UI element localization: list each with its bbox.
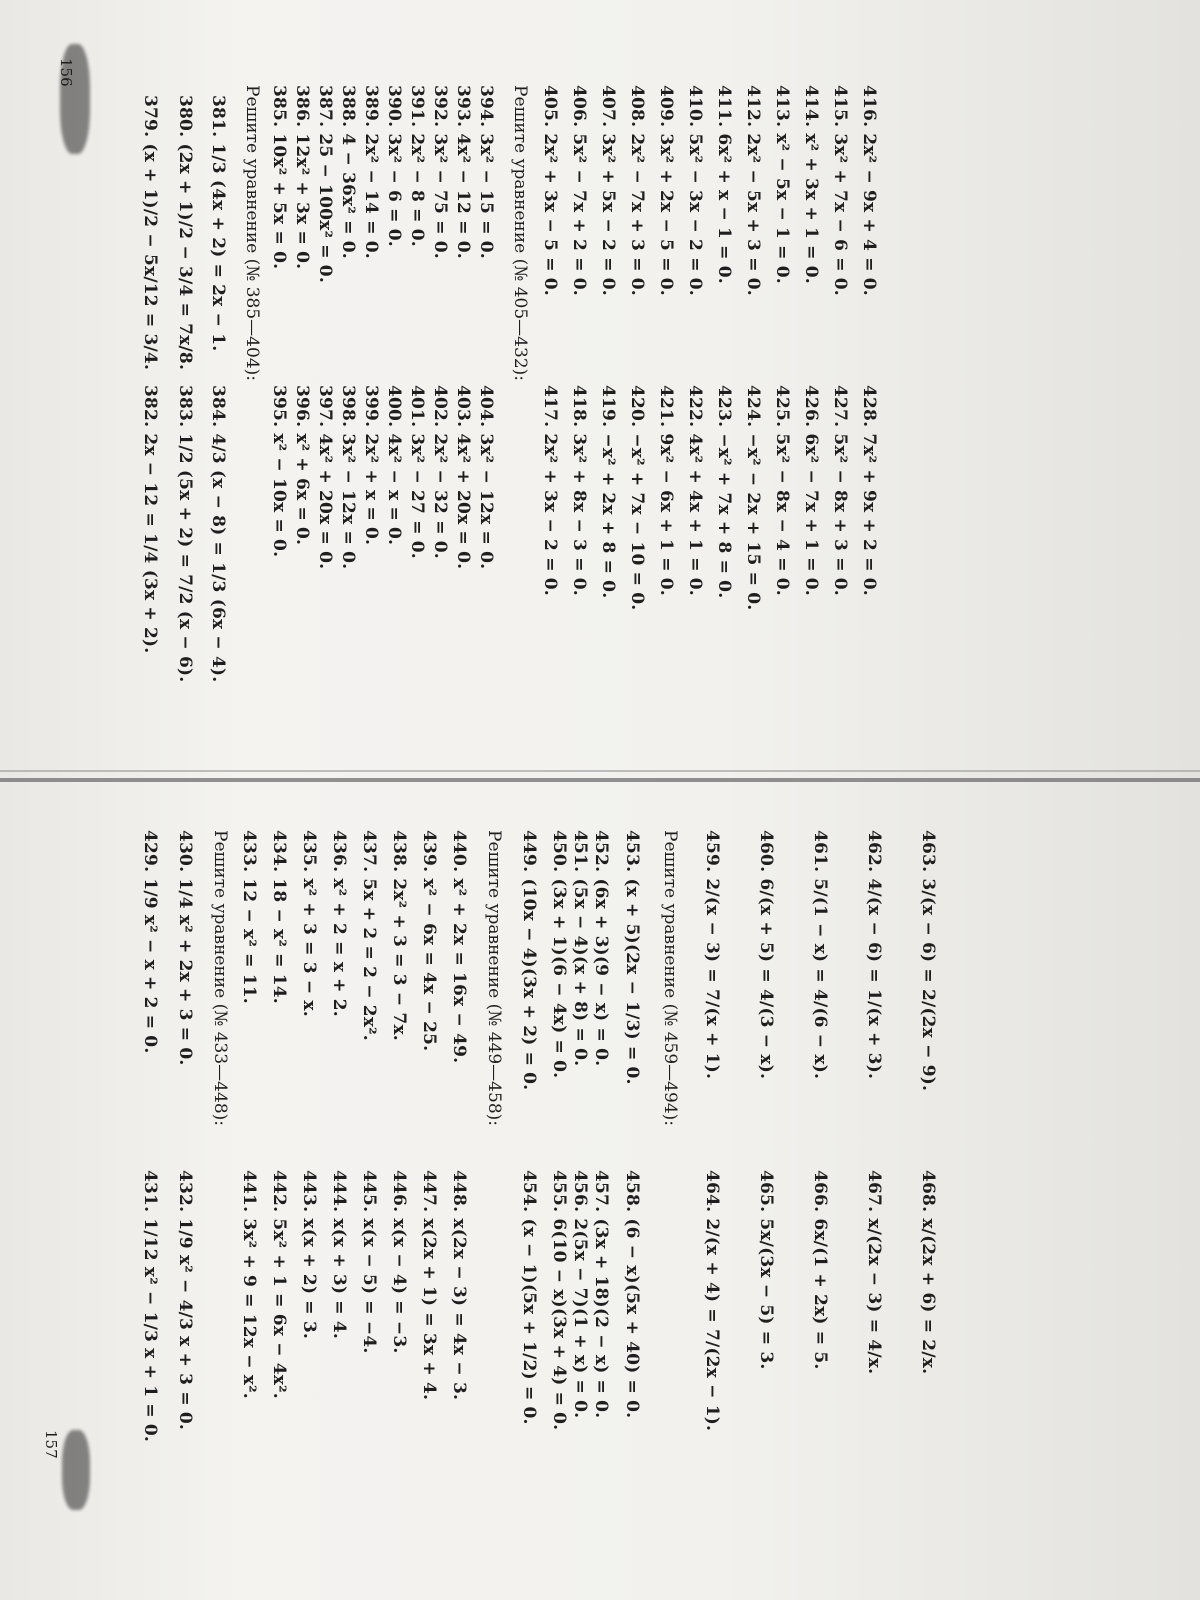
exercise-452: 452. (6x + 3)(9 − x) = 0. bbox=[591, 830, 611, 1067]
exercise-421: 421. 9x² − 6x + 1 = 0. bbox=[656, 385, 676, 596]
exercise-444: 444. x(x + 3) = 4. bbox=[329, 1170, 349, 1340]
exercise-387: 387. 25 − 100x² = 0. bbox=[315, 85, 335, 283]
exercise-395: 395. x² − 10x = 0. bbox=[269, 385, 289, 558]
exercise-383: 383. 1/2 (5x + 2) = 7/2 (x − 6). bbox=[175, 385, 195, 683]
exercise-422: 422. 4x² + 4x + 1 = 0. bbox=[685, 385, 705, 596]
section-heading-433-448: Решите уравнение (№ 433—448): bbox=[210, 830, 230, 1126]
exercise-463: 463. 3/(x − 6) = 2/(2x − 9). bbox=[918, 830, 938, 1092]
left-page bbox=[0, 0, 1200, 780]
exercise-460: 460. 6/(x + 5) = 4/(3 − x). bbox=[756, 830, 776, 1080]
exercise-399: 399. 2x² + x = 0. bbox=[361, 385, 381, 546]
exercise-450: 450. (3x + 1)(6 − 4x) = 0. bbox=[549, 830, 569, 1079]
exercise-436: 436. x² + 2 = x + 2. bbox=[329, 830, 349, 1017]
exercise-443: 443. x(x + 2) = 3. bbox=[299, 1170, 319, 1340]
exercise-448: 448. x(2x − 3) = 4x − 3. bbox=[449, 1170, 469, 1401]
exercise-401: 401. 3x² − 27 = 0. bbox=[407, 385, 427, 559]
exercise-400: 400. 4x² − x = 0. bbox=[384, 385, 404, 546]
exercise-424: 424. −x² − 2x + 15 = 0. bbox=[743, 385, 763, 611]
exercise-431: 431. 1/12 x² − 1/3 x + 1 = 0. bbox=[140, 1170, 160, 1443]
exercise-440: 440. x² + 2x = 16x − 49. bbox=[449, 830, 469, 1064]
exercise-389: 389. 2x² − 14 = 0. bbox=[361, 85, 381, 259]
exercise-420: 420. −x² + 7x − 10 = 0. bbox=[627, 385, 647, 611]
exercise-405: 405. 2x² + 3x − 5 = 0. bbox=[540, 85, 560, 296]
exercise-397: 397. 4x² + 20x = 0. bbox=[315, 385, 335, 570]
exercise-459: 459. 2/(x − 3) = 7/(x + 1). bbox=[702, 830, 722, 1080]
exercise-425: 425. 5x² − 8x − 4 = 0. bbox=[772, 385, 792, 596]
exercise-410: 410. 5x² − 3x − 2 = 0. bbox=[685, 85, 705, 296]
exercise-398: 398. 3x² − 12x = 0. bbox=[338, 385, 358, 570]
exercise-432: 432. 1/9 x² − 4/3 x + 3 = 0. bbox=[175, 1170, 195, 1431]
section-heading-449-458: Решите уравнение (№ 449—458): bbox=[484, 830, 504, 1126]
exercise-439: 439. x² − 6x = 4x − 25. bbox=[419, 830, 439, 1052]
exercise-390: 390. 3x² − 6 = 0. bbox=[384, 85, 404, 247]
exercise-455: 455. 6(10 − x)(3x + 4) = 0. bbox=[549, 1170, 569, 1431]
section-heading-459-494: Решите уравнение (№ 459—494): bbox=[660, 830, 680, 1126]
page-gutter-shadow bbox=[0, 770, 1200, 772]
exercise-457: 457. (3x + 18)(2 − x) = 0. bbox=[591, 1170, 611, 1419]
exercise-428: 428. 7x² + 9x + 2 = 0. bbox=[859, 385, 879, 596]
exercise-468: 468. x/(2x + 6) = 2/x. bbox=[918, 1170, 938, 1375]
exercise-409: 409. 3x² + 2x − 5 = 0. bbox=[656, 85, 676, 296]
exercise-427: 427. 5x² − 8x + 3 = 0. bbox=[830, 385, 850, 596]
exercise-402: 402. 2x² − 32 = 0. bbox=[430, 385, 450, 559]
exercise-430: 430. 1/4 x² + 2x + 3 = 0. bbox=[175, 830, 195, 1066]
exercise-442: 442. 5x² + 1 = 6x − 4x². bbox=[269, 1170, 289, 1399]
page-number-left: 156 bbox=[57, 58, 75, 87]
exercise-466: 466. 6x/(1 + 2x) = 5. bbox=[810, 1170, 830, 1370]
exercise-465: 465. 5x/(3x − 5) = 3. bbox=[756, 1170, 776, 1370]
exercise-404: 404. 3x² − 12x = 0. bbox=[476, 385, 496, 570]
exercise-451: 451. (5x − 4)(x + 8) = 0. bbox=[570, 830, 590, 1067]
exercise-392: 392. 3x² − 75 = 0. bbox=[430, 85, 450, 259]
exercise-414: 414. x² + 3x + 1 = 0. bbox=[801, 85, 821, 284]
exercise-454: 454. (x − 1)(5x + 1/2) = 0. bbox=[519, 1170, 539, 1425]
exercise-458: 458. (6 − x)(5x + 40) = 0. bbox=[622, 1170, 642, 1419]
exercise-461: 461. 5/(1 − x) = 4/(6 − x). bbox=[810, 830, 830, 1080]
section-heading-405-432: Решите уравнение (№ 405—432): bbox=[510, 85, 530, 381]
section-heading-385-404: Решите уравнение (№ 385—404): bbox=[242, 85, 262, 381]
page-number-right: 157 bbox=[42, 1430, 60, 1459]
scan-smudge bbox=[62, 1430, 90, 1510]
exercise-388: 388. 4 − 36x² = 0. bbox=[338, 85, 358, 259]
exercise-407: 407. 3x² + 5x − 2 = 0. bbox=[598, 85, 618, 296]
exercise-435: 435. x² + 3 = 3 − x. bbox=[299, 830, 319, 1017]
exercise-382: 382. 2x − 12 = 1/4 (3x + 2). bbox=[140, 385, 160, 654]
exercise-411: 411. 6x² + x − 1 = 0. bbox=[714, 85, 734, 284]
exercise-462: 462. 4/(x − 6) = 1/(x + 3). bbox=[864, 830, 884, 1080]
exercise-438: 438. 2x² + 3 = 3 − 7x. bbox=[389, 830, 409, 1041]
exercise-415: 415. 3x² + 7x − 6 = 0. bbox=[830, 85, 850, 296]
exercise-386: 386. 12x² + 3x = 0. bbox=[292, 85, 312, 270]
exercise-391: 391. 2x² − 8 = 0. bbox=[407, 85, 427, 247]
exercise-456: 456. 2(5x − 7)(1 + x) = 0. bbox=[570, 1170, 590, 1419]
exercise-413: 413. x² − 5x − 1 = 0. bbox=[772, 85, 792, 284]
exercise-433: 433. 12 − x² = 11. bbox=[239, 830, 259, 1004]
exercise-447: 447. x(2x + 1) = 3x + 4. bbox=[419, 1170, 439, 1401]
exercise-381: 381. 1/3 (4x + 2) = 2x − 1. bbox=[208, 95, 228, 352]
exercise-417: 417. 2x² + 3x − 2 = 0. bbox=[540, 385, 560, 596]
exercise-393: 393. 4x² − 12 = 0. bbox=[453, 85, 473, 259]
exercise-464: 464. 2/(x + 4) = 7/(2x − 1). bbox=[702, 1170, 722, 1432]
exercise-380: 380. (2x + 1)/2 − 3/4 = 7x/8. bbox=[175, 95, 195, 371]
exercise-446: 446. x(x − 4) = −3. bbox=[389, 1170, 409, 1354]
exercise-403: 403. 4x² + 20x = 0. bbox=[453, 385, 473, 570]
exercise-379: 379. (x + 1)/2 − 5x/12 = 3/4. bbox=[140, 95, 160, 371]
exercise-429: 429. 1/9 x² − x + 2 = 0. bbox=[140, 830, 160, 1054]
exercise-394: 394. 3x² − 15 = 0. bbox=[476, 85, 496, 259]
exercise-412: 412. 2x² − 5x + 3 = 0. bbox=[743, 85, 763, 296]
exercise-426: 426. 6x² − 7x + 1 = 0. bbox=[801, 385, 821, 596]
exercise-449: 449. (10x − 4)(3x + 2) = 0. bbox=[519, 830, 539, 1091]
exercise-437: 437. 5x + 2 = 2 − 2x². bbox=[359, 830, 379, 1041]
exercise-423: 423. −x² + 7x + 8 = 0. bbox=[714, 385, 734, 599]
exercise-406: 406. 5x² − 7x + 2 = 0. bbox=[569, 85, 589, 296]
exercise-396: 396. x² + 6x = 0. bbox=[292, 385, 312, 546]
exercise-453: 453. (x + 5)(2x − 1/3) = 0. bbox=[622, 830, 642, 1085]
exercise-408: 408. 2x² − 7x + 3 = 0. bbox=[627, 85, 647, 296]
exercise-416: 416. 2x² − 9x + 4 = 0. bbox=[859, 85, 879, 296]
exercise-419: 419. −x² + 2x + 8 = 0. bbox=[598, 385, 618, 599]
right-page bbox=[0, 780, 1200, 1600]
exercise-441: 441. 3x² + 9 = 12x − x². bbox=[239, 1170, 259, 1399]
exercise-434: 434. 18 − x² = 14. bbox=[269, 830, 289, 1004]
exercise-445: 445. x(x − 5) = −4. bbox=[359, 1170, 379, 1354]
exercise-418: 418. 3x² + 8x − 3 = 0. bbox=[569, 385, 589, 596]
exercise-384: 384. 4/3 (x − 8) = 1/3 (6x − 4). bbox=[208, 385, 228, 683]
exercise-467: 467. x/(2x − 3) = 4/x. bbox=[864, 1170, 884, 1375]
exercise-385: 385. 10x² + 5x = 0. bbox=[269, 85, 289, 270]
